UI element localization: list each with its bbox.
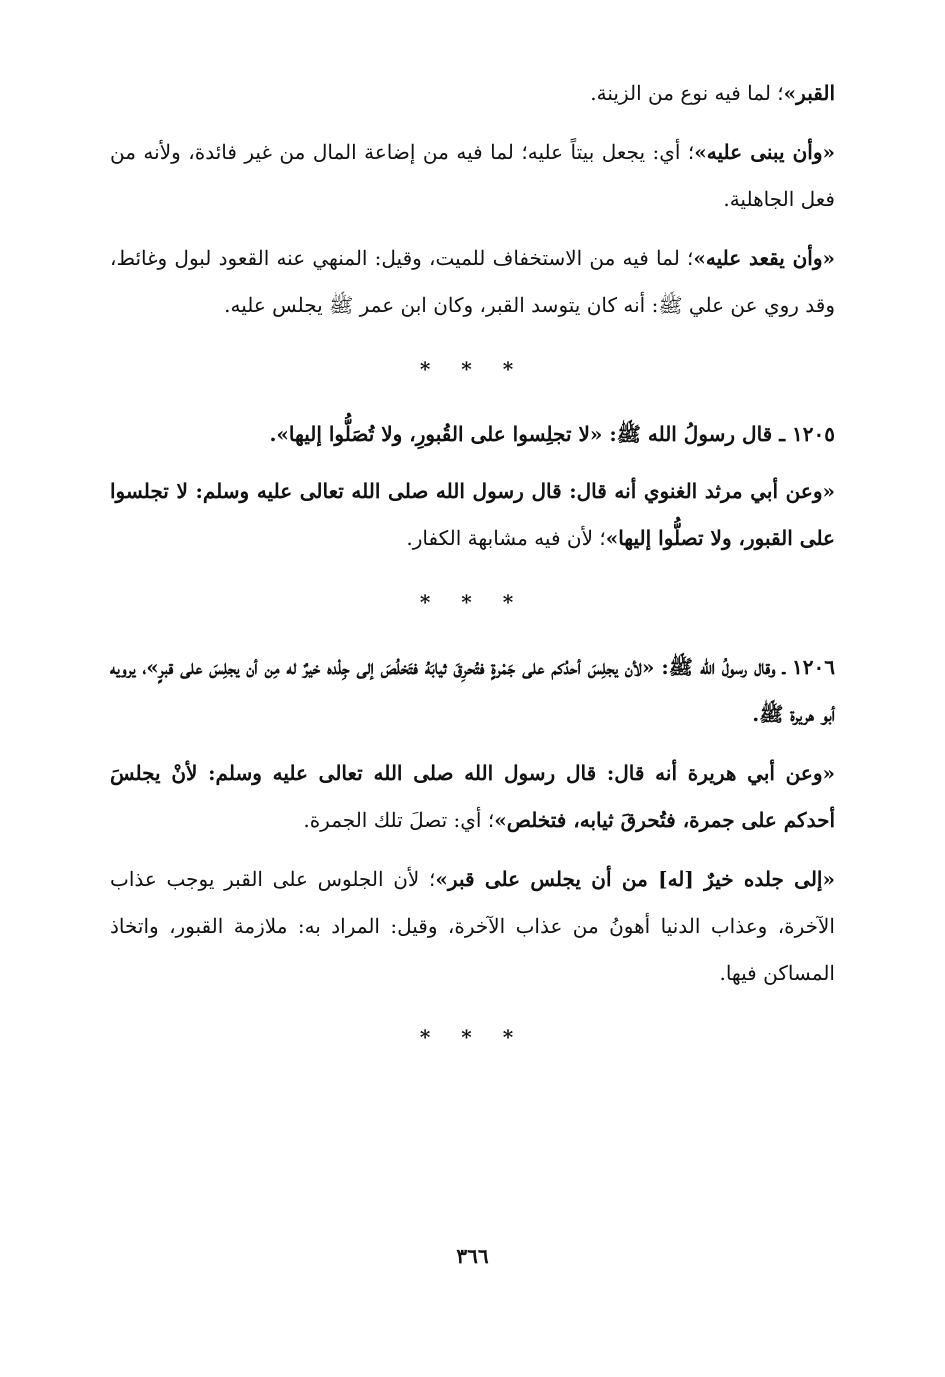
commentary-text: ؛ أي: يجعل بيتاً عليه؛ لما فيه من إضاعة المال من غير فائدة، ولأنه من فعل الجاهلية. [110, 140, 835, 211]
hadith-1206 [110, 644, 835, 738]
paragraph-1 [110, 70, 835, 117]
paragraph-4 [110, 468, 835, 562]
quoted-phrase: «إلى جلده خيرٌ [له] من أن يجلس على قبر» [435, 867, 835, 891]
commentary-text: ؛ لما فيه نوع من الزينة. [590, 81, 784, 105]
paragraph-6 [110, 856, 835, 997]
quoted-phrase: «وعن أبي هريرة أنه قال: قال رسول الله صلى الله تعالى عليه وسلم: لأنْ يجلسَ أحدكم على جمرة، فتُحرقَ ثيابه، فتخلص» [110, 761, 835, 832]
commentary-text: ؛ لما فيه من الاستخفاف للميت، وقيل: المنهي عنه القعود لبول وغائط، وقد روي عن علي ﷺ: أنه كان يتوسد القبر، وكان ابن عمر ﷺ يجلس عليه. [110, 246, 835, 317]
quoted-phrase: القبر» [783, 81, 835, 105]
hadith-1205: ١٢٠٥ ـ قال رسولُ الله ﷺ: «لا تجلِسوا على القُبورِ، ولا تُصَلُّوا إليها». [269, 422, 835, 446]
quoted-phrase: «وأن يقعد عليه» [693, 246, 835, 270]
section-separator: * * * [419, 357, 526, 381]
quoted-phrase: «وعن أبي مرثد الغنوي أنه قال: قال رسول الله صلى الله تعالى عليه وسلم: لا تجلسوا على القبور، ولا تصلُّوا إليها» [110, 479, 835, 550]
section-separator: * * * [419, 590, 526, 614]
commentary-text: ؛ أي: تصلَ تلك الجمرة. [303, 808, 495, 832]
hadith-text: ١٢٠٦ ـ وقال رسولُ الله ﷺ: «لأن يجلِسَ أحدُكم على جَمْرةٍ فتُحرِقَ ثيابَهُ فتَخلُصَ إلى جِلْده خيرٌ له مِن أن يجلِسَ على قبرٍ» [146, 655, 836, 679]
commentary-text: ؛ لأن الجلوس على القبر يوجب عذاب الآخرة، وعذاب الدنيا أهونُ من عذاب الآخرة، وقيل: المراد به: ملازمة القبور، واتخاذ المساكن فيها. [110, 867, 835, 985]
narrator-text: ، يرويه أبو هريرة ﷺ. [110, 655, 835, 726]
quoted-phrase: «وأن يبنى عليه» [694, 140, 835, 164]
page-body [110, 70, 835, 1079]
paragraph-3 [110, 235, 835, 329]
paragraph-2 [110, 129, 835, 223]
section-separator: * * * [419, 1025, 526, 1049]
paragraph-5 [110, 750, 835, 844]
page-number: ٣٦٦ [456, 1244, 489, 1268]
commentary-text: ؛ لأن فيه مشابهة الكفار. [406, 526, 606, 550]
